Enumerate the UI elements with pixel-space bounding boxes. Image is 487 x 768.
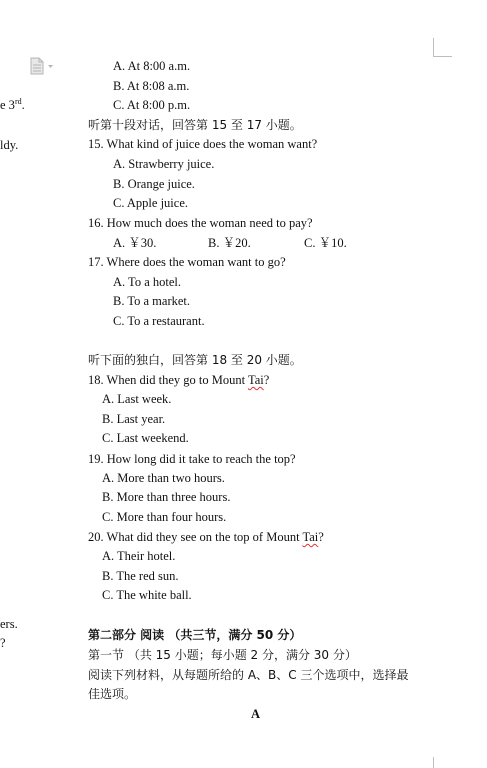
- question-20: 20. What did they see on the top of Mount Tai?: [88, 530, 324, 544]
- option-q15-a: A. Strawberry juice.: [113, 157, 215, 171]
- option-q16-c: C. ￥10.: [304, 236, 347, 250]
- option-q20-a: A. Their hotel.: [102, 549, 176, 563]
- left-page-fragment: ldy.: [0, 138, 19, 152]
- question-15: 15. What kind of juice does the woman want?: [88, 137, 318, 151]
- page-corner-mark: [433, 38, 452, 57]
- left-page-fragment: ers.: [0, 617, 18, 631]
- question-18: 18. When did they go to Mount Tai?: [88, 373, 270, 387]
- option-q19-c: C. More than four hours.: [102, 510, 227, 524]
- page-corner-mark: [433, 757, 452, 768]
- option-q19-b: B. More than three hours.: [102, 490, 231, 504]
- question-17: 17. Where does the woman want to go?: [88, 255, 286, 269]
- left-page-fragment: e 3rd.: [0, 97, 25, 112]
- chevron-down-icon: [48, 65, 53, 68]
- option-q14-a: A. At 8:00 a.m.: [113, 59, 191, 73]
- monologue-heading: 听下面的独白，回答第 18 至 20 小题。: [88, 353, 302, 367]
- question-16: 16. How much does the woman need to pay?: [88, 216, 313, 230]
- option-q20-c: C. The white ball.: [102, 588, 192, 602]
- option-q15-b: B. Orange juice.: [113, 177, 195, 191]
- option-q18-a: A. Last week.: [102, 392, 172, 406]
- reading-instruction-cont: 佳选项。: [88, 687, 137, 701]
- option-q17-a: A. To a hotel.: [113, 275, 181, 289]
- reading-instruction: 阅读下列材料，从每题所给的 A、B、C 三个选项中，选择最: [88, 668, 409, 682]
- option-q20-b: B. The red sun.: [102, 569, 179, 583]
- section-heading-10: 听第十段对话，回答第 15 至 17 小题。: [88, 118, 302, 132]
- option-q14-b: B. At 8:08 a.m.: [113, 79, 190, 93]
- option-q17-c: C. To a restaurant.: [113, 314, 205, 328]
- option-q16-a: A. ￥30.: [113, 236, 157, 250]
- left-page-fragment: ?: [0, 636, 6, 650]
- option-q18-c: C. Last weekend.: [102, 431, 189, 445]
- document-icon: [29, 57, 55, 75]
- passage-a-title: A: [251, 707, 261, 721]
- section-one-heading: 第一节 （共 15 小题；每小题 2 分，满分 30 分）: [88, 648, 357, 662]
- option-q17-b: B. To a market.: [113, 294, 191, 308]
- option-q16-b: B. ￥20.: [208, 236, 251, 250]
- option-q15-c: C. Apple juice.: [113, 196, 188, 210]
- option-q14-c: C. At 8:00 p.m.: [113, 98, 191, 112]
- option-q19-a: A. More than two hours.: [102, 471, 225, 485]
- document-menu-button[interactable]: [29, 57, 55, 75]
- part-two-heading: 第二部分 阅读 （共三节，满分 50 分）: [88, 628, 302, 642]
- option-q18-b: B. Last year.: [102, 412, 166, 426]
- question-19: 19. How long did it take to reach the top?: [88, 452, 296, 466]
